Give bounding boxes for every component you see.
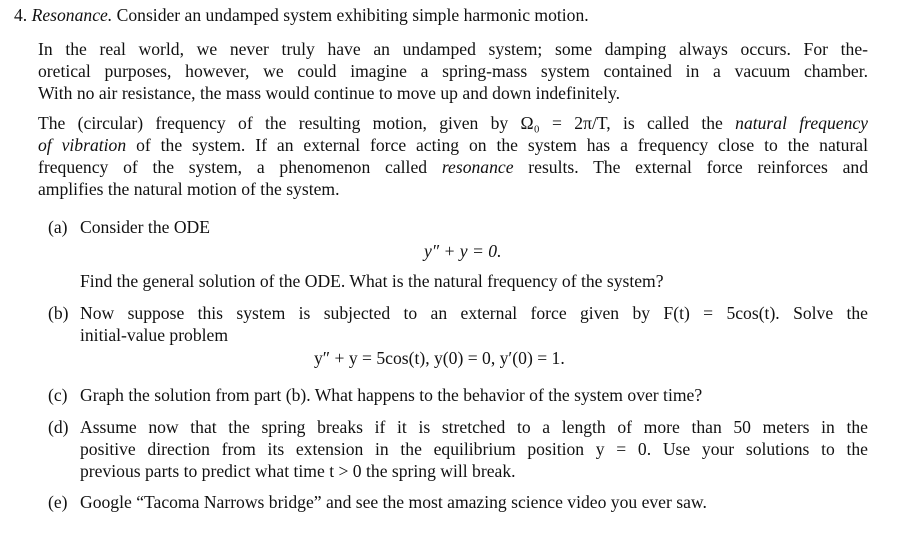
natural-frequency-formula: Ω₀ = 2π/T, — [520, 113, 611, 133]
paragraph-1-line-1: In the real world, we never truly have an undamped system; some damping always occurs. For the- — [38, 39, 868, 59]
paragraph-2-line-4: amplifies the natural motion of the system. — [38, 179, 340, 199]
part-a-followup: Find the general solution of the ODE. What is the natural frequency of the system? — [80, 271, 664, 291]
part-d-line-1: Assume now that the spring breaks if it is stretched to a length of more than 50 meters in the — [80, 417, 868, 437]
part-a-text: Consider the ODE — [80, 217, 210, 237]
part-e-label: (e) — [48, 492, 68, 512]
problem-title: Resonance. — [31, 5, 113, 25]
part-d-line-3: previous parts to predict what time t > 0 the spring will break. — [80, 461, 516, 481]
part-c-label: (c) — [48, 385, 68, 405]
paragraph-2-line-2: of vibration of the system. If an external force acting on the system has a frequency close to the natural — [38, 135, 869, 155]
part-b-line-2: initial-value problem — [80, 325, 229, 345]
external-force-formula: F(t) = 5cos(t). — [663, 303, 780, 323]
part-a-equation: y″ + y = 0. — [424, 241, 502, 261]
part-d-line-2: positive direction from its extension in the equilibrium position y = 0. Use your solutions to the — [80, 439, 868, 459]
part-b-label: (b) — [48, 303, 69, 323]
paragraph-1-line-3: With no air resistance, the mass would continue to move up and down indefinitely. — [38, 83, 621, 103]
part-b-line-1: Now suppose this system is subjected to an external force given by F(t) = 5cos(t). Solve the — [80, 303, 868, 323]
part-d-label: (d) — [48, 417, 69, 437]
part-e-text: Google “Tacoma Narrows bridge” and see the most amazing science video you ever saw. — [80, 492, 707, 512]
problem-number: 4. — [14, 5, 28, 25]
paragraph-1-line-2: oretical purposes, however, we could imagine a spring-mass system contained in a vacuum chamber. — [38, 61, 868, 81]
paragraph-2-line-1: The (circular) frequency of the resulting motion, given by Ω₀ = 2π/T, is called the natural frequency — [38, 113, 868, 133]
part-b-equation: y″ + y = 5cos(t), y(0) = 0, y′(0) = 1. — [314, 348, 565, 368]
part-c-text: Graph the solution from part (b). What happens to the behavior of the system over time? — [80, 385, 703, 405]
paragraph-2-line-3: frequency of the system, a phenomenon called resonance results. The external force reinforces and — [38, 157, 869, 177]
part-a-label: (a) — [48, 217, 68, 237]
problem-header — [14, 4, 589, 27]
problem-intro: Consider an undamped system exhibiting simple harmonic motion. — [116, 5, 589, 25]
